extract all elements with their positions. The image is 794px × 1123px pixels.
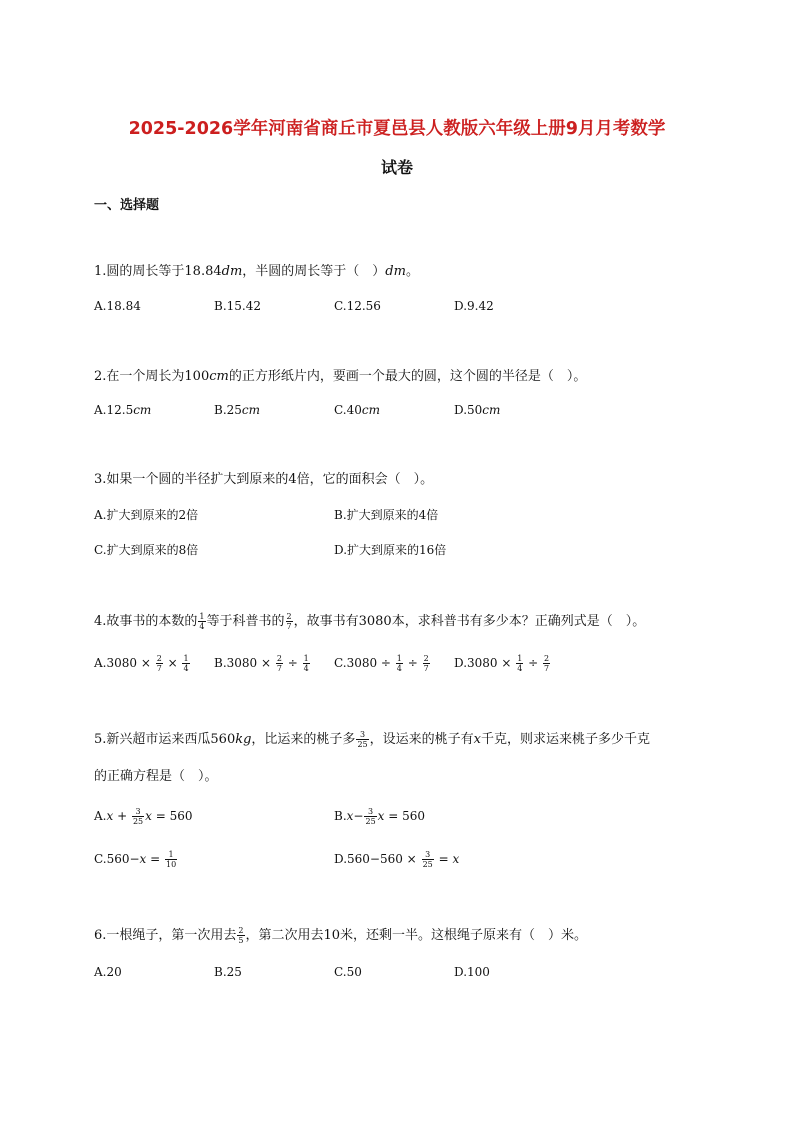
question-6-option-a: A.20 xyxy=(94,965,122,979)
question-3-option-a: A.扩大到原来的2倍 xyxy=(94,508,199,522)
question-3-stem: 3.如果一个圆的半径扩大到原来的4倍，它的面积会（ ）。 xyxy=(94,472,434,487)
question-2-stem: 2.在一个周长为100cm的正方形纸片内，要画一个最大的圆，这个圆的半径是（ ）。 xyxy=(94,369,587,384)
question-5-option-d: D.560−560 × $\frac{3}{25}$ = x xyxy=(334,850,460,869)
question-2-option-c: C.40cm xyxy=(334,403,380,417)
fraction: $\frac{2}{5}$ xyxy=(238,926,244,945)
question-2-option-a: A.12.5cm xyxy=(94,403,152,417)
question-6-option-b: B.25 xyxy=(214,965,242,979)
exam-title-line-1: 2025-2026学年河南省商丘市夏邑县人教版六年级上册9月月考数学 xyxy=(128,119,666,139)
question-1-option-c: C.12.56 xyxy=(334,299,381,313)
question-5-option-c: C.560−x = $\frac{1}{10}$ xyxy=(94,850,177,869)
question-1-stem: 1.圆的周长等于18.84dm，半圆的周长等于（ ）dm。 xyxy=(94,264,419,279)
exam-title-line-2: 试卷 xyxy=(380,158,413,177)
question-3-option-b: B.扩大到原来的4倍 xyxy=(334,508,439,522)
question-4-stem: 4.故事书的本数的 $\frac{1}{4}$ 等于科普书的 $\frac{2}{7}$ ，故事书有3080本，求科普书有多少本？正确列式是（ ）。 xyxy=(94,612,646,631)
question-5-stem-line-1: 5.新兴超市运来西瓜560kg，比运来的桃子多 $\frac{3}{25}$ ，设运来的桃子有x千克，则求运来桃子多少千克 xyxy=(94,730,650,749)
question-6-option-d: D.100 xyxy=(454,965,490,979)
fraction: $\frac{2}{7}$ xyxy=(286,612,292,631)
question-4-option-a: A.3080 × $\frac{2}{7}$ × $\frac{1}{4}$ xyxy=(94,654,189,673)
question-6-stem: 6.一根绳子，第一次用去 $\frac{2}{5}$ ，第二次用去10米，还剩一半。这根绳子原来有（ ）米。 xyxy=(94,926,588,945)
question-5-stem-line-2: 的正确方程是（ ）。 xyxy=(94,769,218,784)
fraction: $\frac{1}{4}$ xyxy=(199,612,205,631)
section-heading: 一、选择题 xyxy=(94,198,160,213)
question-3-option-c: C.扩大到原来的8倍 xyxy=(94,543,199,557)
question-1-option-b: B.15.42 xyxy=(214,299,261,313)
question-4-option-d: D.3080 × $\frac{1}{4}$ ÷ $\frac{2}{7}$ xyxy=(454,654,550,673)
question-1-option-d: D.9.42 xyxy=(454,299,494,313)
question-2-option-d: D.50cm xyxy=(454,403,501,417)
question-4-option-b: B.3080 × $\frac{2}{7}$ ÷ $\frac{1}{4}$ xyxy=(214,654,309,673)
question-6-option-c: C.50 xyxy=(334,965,362,979)
question-2-option-b: B.25cm xyxy=(214,403,261,417)
question-4-option-c: C.3080 ÷ $\frac{1}{4}$ ÷ $\frac{2}{7}$ xyxy=(334,654,429,673)
question-3-option-d: D.扩大到原来的16倍 xyxy=(334,543,447,557)
question-5-option-a: A.x + $\frac{3}{25}$ x = 560 xyxy=(94,807,193,826)
fraction: $\frac{3}{25}$ xyxy=(357,730,368,749)
question-5-option-b: B.x− $\frac{3}{25}$ x = 560 xyxy=(334,807,426,826)
question-1-option-a: A.18.84 xyxy=(94,299,141,313)
